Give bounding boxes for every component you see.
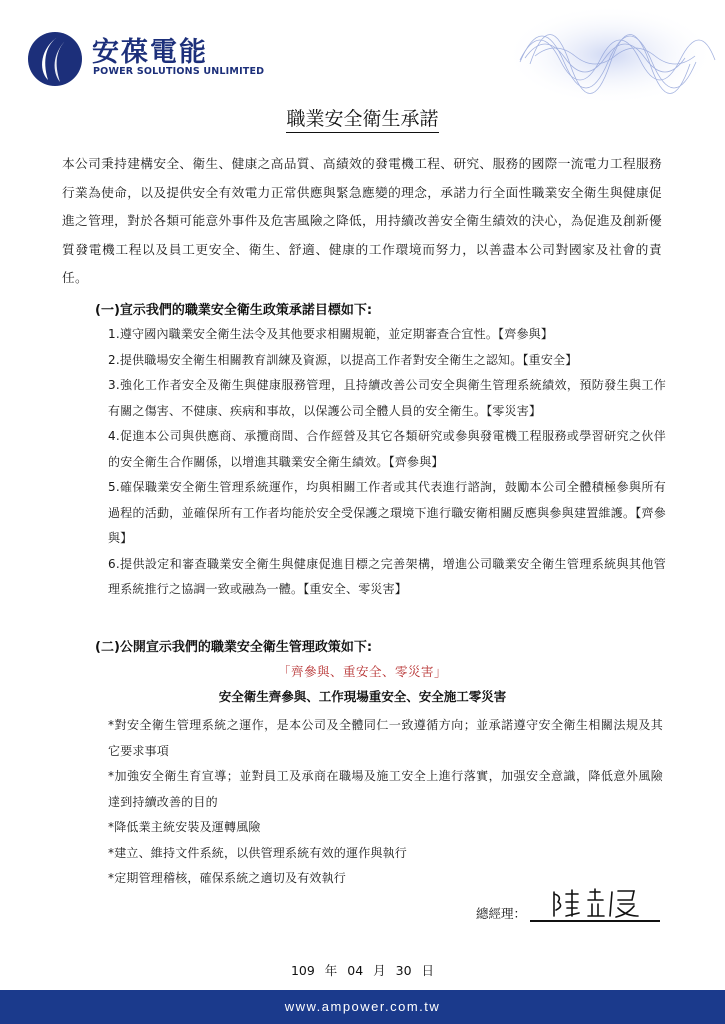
decorative-wave-graphic: [500, 0, 725, 110]
company-logo-icon: [26, 30, 84, 88]
document-title-text: 職業安全衛生承諾: [286, 108, 438, 133]
brand-name-chinese: 安葆電能: [92, 37, 208, 68]
signature-label: 總經理：: [476, 906, 527, 921]
bullet-item: *加強安全衛生育宣導；並對員工及承商在職場及施工安全上進行落實，加强安全意識，降低意外風險達到持續改善的目的: [108, 769, 663, 809]
list-item: 5.確保職業安全衛生管理系統運作，均與相關工作者或其代表進行諮詢，鼓勵本公司全體積極參與所有過程的活動，並確保所有工作者均能於安全受保護之環境下進行職安衛相關反應與參與建置維護。【齊參與】: [108, 480, 666, 545]
list-item: 1.遵守國內職業安全衛生法令及其他要求相關規範，並定期審查合宜性。【齊參與】: [108, 327, 554, 341]
bullet-item: *對安全衛生管理系統之運作，是本公司及全體同仁一致遵循方向；並承諾遵守安全衛生相關法規及其它要求事項: [108, 718, 663, 758]
signature-line: [530, 920, 660, 922]
list-item: 4.促進本公司與供應商、承攬商間、合作經營及其它各類研究或參與發電機工程服務或學習研究之伙伴的安全衛生合作關係，以增進其職業安全衛生績效。【齊參與】: [108, 429, 666, 469]
bullet-item: *定期管理稽核，確保系統之適切及有效執行: [108, 871, 347, 885]
document-date: 109 年 04 月 30 日: [290, 963, 435, 978]
bullet-item: *降低業主統安裝及運轉風險: [108, 820, 261, 834]
section2-bullet-list: [108, 713, 663, 892]
intro-paragraph: 本公司秉持建構安全、衛生、健康之高品質、高績效的發電機工程、研究、服務的國際一流電力工程服務行業為使命，以及提供安全有效電力正常供應與緊急應變的理念，承諾力行全面性職業安全衛生與健康促進之管理，對於各類可能意外事件及危害風險之降低，用持續改善安全衛生績效的決心，為促進及創新優質發電機工程以及員工更安全、衛生、舒適、健康的工作環境而努力，以善盡本公司對國家及社會的責任。: [62, 156, 662, 285]
list-item: 2.提供職場安全衛生相關教育訓練及資源，以提高工作者對安全衛生之認知。【重安全】: [108, 352, 578, 367]
footer-bar: [0, 990, 725, 1024]
bullet-item: *建立、維持文件系統，以供管理系統有效的運作與執行: [108, 845, 408, 860]
brand-name-english: POWER SOLUTIONS UNLIMITED: [93, 66, 265, 77]
section1-heading: (一)宣示我們的職業安全衛生政策承諾目標如下:: [95, 303, 373, 318]
list-item: 6.提供設定和審查職業安全衛生與健康促進目標之完善架構，增進公司職業安全衛生管理系統與其他管理系統推行之協調一致或融為一體。【重安全、零災害】: [108, 556, 666, 596]
section1-list: [108, 322, 666, 603]
section2-heading: (二)公開宣示我們的職業安全衛生管理政策如下:: [95, 640, 373, 655]
footer-url-link[interactable]: www.ampower.com.tw: [284, 999, 441, 1014]
list-item: 3.強化工作者安全及衛生與健康服務管理，且持續改善公司安全與衛生管理系統績效，預防發生與工作有關之傷害、不健康、疾病和事故，以保護公司全體人員的安全衛生。【零災害】: [108, 378, 666, 418]
handwritten-signature: [548, 886, 648, 920]
policy-slogan: 「齊參與、重安全、零災害」: [277, 664, 447, 679]
document-title: [0, 104, 725, 131]
policy-subtitle: 安全衛生齊參與、工作現場重安全、安全施工零災害: [218, 689, 507, 704]
